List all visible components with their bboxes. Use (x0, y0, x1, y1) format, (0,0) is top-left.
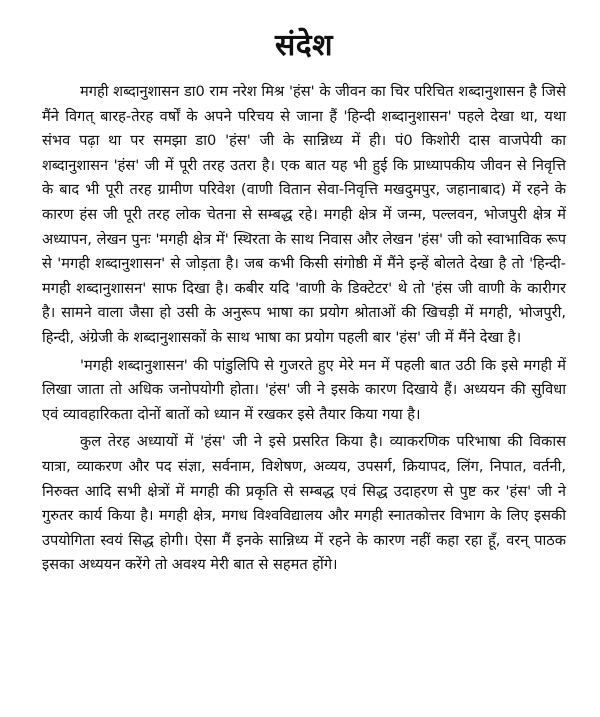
page-title: संदेश (274, 28, 334, 63)
paragraph-2: 'मगही शब्दानुशासन' की पांडुलिपि से गुजरते हुए मेरे मन में पहली बात उठी कि इसे मगही में लिखा जाता तो अधिक जनोपयोगी होता। 'हंस' जी ने इसके कारण दिखाये हैं। अध्ययन की सुविधा एवं व्यावहारिकता दोनों बातों को ध्यान में रखकर इसे तैयार किया गया है। (42, 356, 566, 423)
paragraph-1: मगही शब्दानुशासन डा0 राम नरेश मिश्र 'हंस' के जीवन का चिर परिचित शब्दानुशासन है जिसे मैंने विगत् बारह-तेरह वर्षों के अपने परिचय से जाना हैं 'हिन्दी शब्दानुशासन' पहले देखा था, यथा संभव पढ़ा था पर समझा डा0 'हंस' जी के सान्निध्य में ही। पं0 किशोरी दास वाजपेयी का शब्दानुशासन 'हंस' जी में पूरी तरह उतरा है। एक बात यह भी हुई कि प्राध्यापकीय जीवन से निवृत्ति के बाद भी पूरी तरह ग्रामीण परिवेश (वाणी वितान सेवा-निवृत्ति मखदुमपुर, जहानाबाद) में रहने के कारण हंस जी पूरी तरह लोक चेतना से सम्बद्ध रहे। मगही क्षेत्र में जन्म, पल्लवन, भोजपुरी क्षेत्र में अध्यापन, लेखन पुनः 'मगही क्षेत्र में' स्थिरता के साथ निवास और लेखन 'हंस' जी को स्वाभाविक रूप से 'मगही शब्दानुशासन' से जोड़ता है। जब कभी किसी संगोष्ठी में मैंने इन्हें बोलते देखा है तो 'हिन्दी-मगही शब्दानुशासन' साफ दिखा है। कबीर यदि 'वाणी के डिक्टेटर' थे तो 'हंस जी वाणी के कारीगर है। सामने वाला जैसा हो उसी के अनुरूप भाषा का प्रयोग श्रोताओं की खिचड़ी में मगही, भोजपुरी, हिन्दी, अंग्रेजी के शब्दानुशासकों के साथ भाषा का प्रयोग पहली बार 'हंस' जी में मैंने देखा है। (42, 83, 566, 346)
paragraph-3: कुल तेरह अध्यायों में 'हंस' जी ने इसे प्रसरित किया है। व्याकरणिक परिभाषा की विकास यात्रा, व्याकरण और पद संज्ञा, सर्वनाम, विशेषण, अव्यय, उपसर्ग, क्रियापद, लिंग, निपात, वर्तनी, निरुक्त आदि सभी क्षेत्रों में मगही की प्रकृति से सम्बद्ध एवं सिद्ध उदाहरण से पुष्ट कर 'हंस' जी ने गुरुतर कार्य किया है। मगही क्षेत्र, मगध विश्वविद्यालय और मगही स्नातकोत्तर विभाग के लिए इसकी उपयोगिता स्वयं सिद्ध होगी। ऐसा मैं इनके सान्निध्य में रहने के कारण नहीं कहा रहा हूँ, वरन् पाठक इसका अध्ययन करेंगे तो अवश्य मेरी बात से सहमत होंगे। (42, 433, 566, 574)
